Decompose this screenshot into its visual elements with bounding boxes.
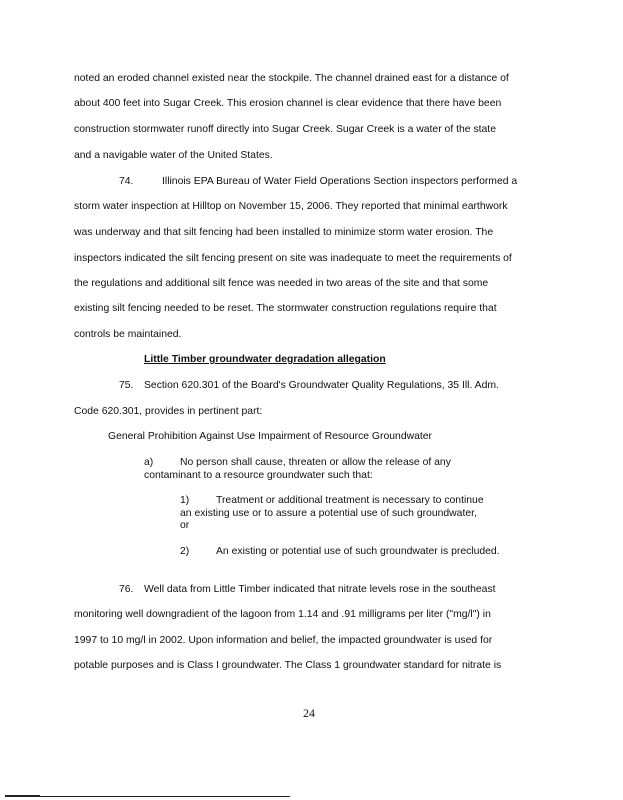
paragraph-number: 76. (119, 584, 134, 595)
quote-line: No person shall cause, threaten or allow the release of any (180, 457, 451, 468)
body-line: the regulations and additional silt fence was needed in two areas of the site and that some (74, 278, 489, 289)
quote-line: or (180, 520, 190, 531)
body-line: Section 620.301 of the Board's Groundwater Quality Regulations, 35 Ill. Adm. (144, 380, 499, 391)
body-line: potable purposes and is Class I groundwater. The Class 1 groundwater standard for nitrate is (74, 660, 502, 671)
body-line: construction stormwater runoff directly into Sugar Creek. Sugar Creek is a water of the state (74, 124, 496, 135)
body-line: existing silt fencing needed to be reset. The stormwater construction regulations require that (74, 303, 497, 314)
body-line: about 400 feet into Sugar Creek. This erosion channel is clear evidence that there have been (74, 98, 502, 109)
paragraph-number: 74. (119, 176, 134, 187)
quote-line: Treatment or additional treatment is necessary to continue (216, 495, 484, 506)
body-line: and a navigable water of the United States. (74, 150, 273, 161)
footer-rule (5, 796, 290, 797)
body-line: monitoring well downgradient of the lagoon from 1.14 and .91 milligrams per liter ("mg/l") in (74, 609, 491, 620)
body-line: Illinois EPA Bureau of Water Field Operations Section inspectors performed a (162, 176, 518, 187)
quote-line: An existing or potential use of such groundwater is precluded. (216, 546, 500, 557)
body-line: controls be maintained. (74, 329, 182, 340)
body-line: noted an eroded channel existed near the stockpile. The channel drained east for a distance of (74, 73, 509, 84)
paragraph-number: 75. (119, 380, 134, 391)
quote-title: General Prohibition Against Use Impairment of Resource Groundwater (108, 431, 433, 442)
quote-label: a) (144, 457, 154, 468)
quote-label: 1) (180, 495, 190, 506)
body-line: inspectors indicated the silt fencing present on site was inadequate to meet the requirements of (74, 253, 512, 264)
body-line: was underway and that silt fencing had been installed to minimize storm water erosion. The (74, 227, 494, 238)
body-line: Code 620.301, provides in pertinent part: (74, 406, 263, 417)
quote-label: 2) (180, 546, 190, 557)
body-line: 1997 to 10 mg/l in 2002. Upon information and belief, the impacted groundwater is used for (74, 635, 493, 646)
quote-line: contaminant to a resource groundwater such that: (144, 470, 373, 481)
page-number: 24 (303, 706, 315, 720)
quote-line: an existing use or to assure a potential use of such groundwater, (180, 508, 477, 519)
body-line: storm water inspection at Hilltop on November 15, 2006. They reported that minimal earthwork (74, 201, 508, 212)
body-line: Well data from Little Timber indicated that nitrate levels rose in the southeast (144, 584, 496, 595)
section-heading: Little Timber groundwater degradation allegation (144, 354, 386, 365)
